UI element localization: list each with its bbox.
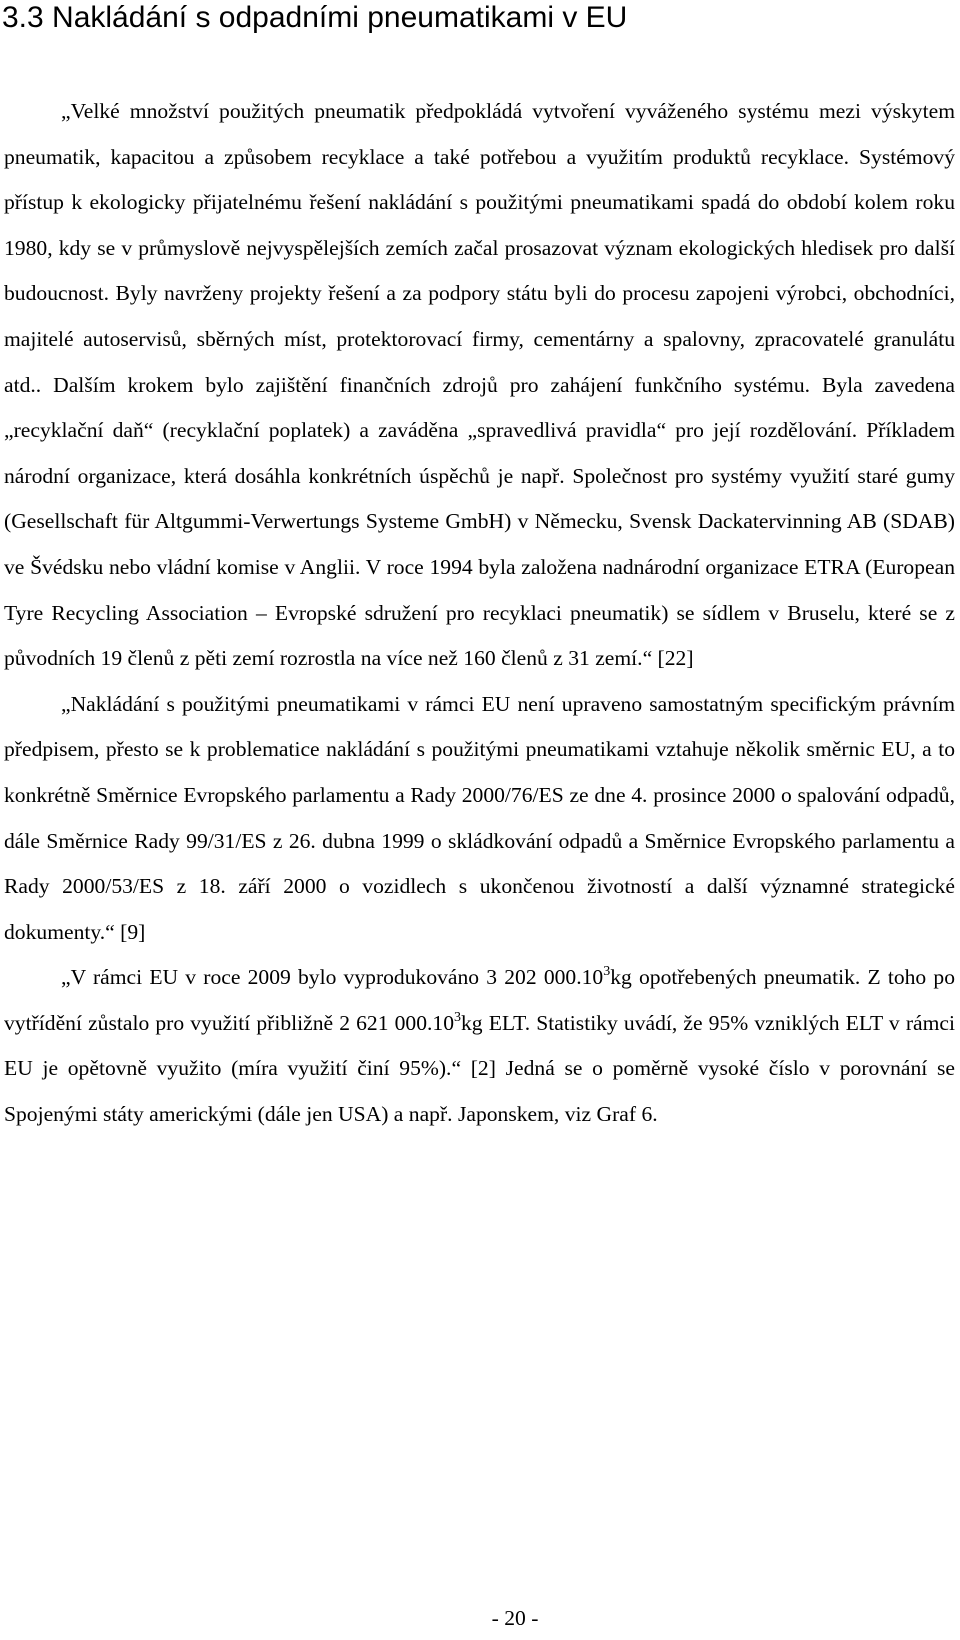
statistics-text-part-2: kg opotřebených pneumatik. Z toho po vytřídění zůstalo pro využití přibližně 2 621 000.10 (4, 965, 955, 1035)
statistics-text-part-3: kg ELT. Statistiky uvádí, že 95% vzniklých ELT v rámci EU je opětovně využito (míra využití činí 95%).“ [2] Jedná se o poměrně vysoké číslo v porovnání se Spojenými státy americkými (dále jen USA) a např. Japonskem, viz Graf 6. (4, 1010, 956, 1127)
paragraph-eu-statistics (4, 955, 955, 1137)
paragraph-eu-legislation: „Nakládání s použitými pneumatikami v rámci EU není upraveno samostatným specifickým právním předpisem, přesto se k problematice nakládání s použitými pneumatikami vztahuje několik směrnic EU, a to konkrétně Směrnice Evropského parlamentu a Rady 2000/76/ES ze dne 4. prosince 2000 o spalování odpadů, dále Směrnice Rady 99/31/ES z 26. dubna 1999 o skládkování odpadů a Směrnice Evropského parlamentu a Rady 2000/53/ES z 18. září 2000 o vozidlech s ukončenou životností a další významné strategické dokumenty.“ [9] (4, 691, 955, 944)
page-number: - 20 - (491, 1606, 539, 1630)
exponent-1: 3 (603, 964, 611, 980)
document-body (4, 89, 955, 1138)
statistics-text-part-1: „V rámci EU v roce 2009 bylo vyprodukováno 3 202 000.10 (61, 965, 604, 990)
exponent-2: 3 (454, 1009, 461, 1025)
section-heading: 3.3 Nakládání s odpadními pneumatikami v EU (2, 1, 628, 34)
paragraph-tire-recycling-history: „Velké množství použitých pneumatik předpokládá vytvoření vyváženého systému mezi výskytem pneumatik, kapacitou a způsobem recyklace a také potřebou a využitím produktů recyklace. Systémový přístup k ekologicky přijatelnému řešení nakládání s použitými pneumatikami spadá do období kolem roku 1980, kdy se v průmyslově nejvyspělejších zemích začal prosazovat význam ekologických hledisek pro další budoucnost. Byly navrženy projekty řešení a za podpory státu byli do procesu zapojeni výrobci, obchodníci, majitelé autoservisů, sběrných míst, protektorovací firmy, cementárny a spalovny, zpracovatelé granulátu atd.. Dalším krokem bylo zajištění finančních zdrojů pro zahájení funkčního systému. Byla zavedena „recyklační daň“ (recyklační poplatek) a zaváděna „spravedlivá pravidla“ pro její rozdělování. Příkladem národní organizace, která dosáhla konkrétních úspěchů je např. Společnost pro systémy využití staré gumy (Gesellschaft für Altgummi-Verwertungs Systeme GmbH) v Německu, Svensk Dackatervinning AB (SDAB) ve Švédsku nebo vládní komise v Anglii. V roce 1994 byla založena nadnárodní organizace ETRA (European Tyre Recycling Association – Evropské sdružení pro recyklaci pneumatik) se sídlem v Bruselu, které se z původních 19 členů z pěti zemí rozrostla na více než 160 členů z 31 zemí.“ [22] (4, 99, 955, 671)
